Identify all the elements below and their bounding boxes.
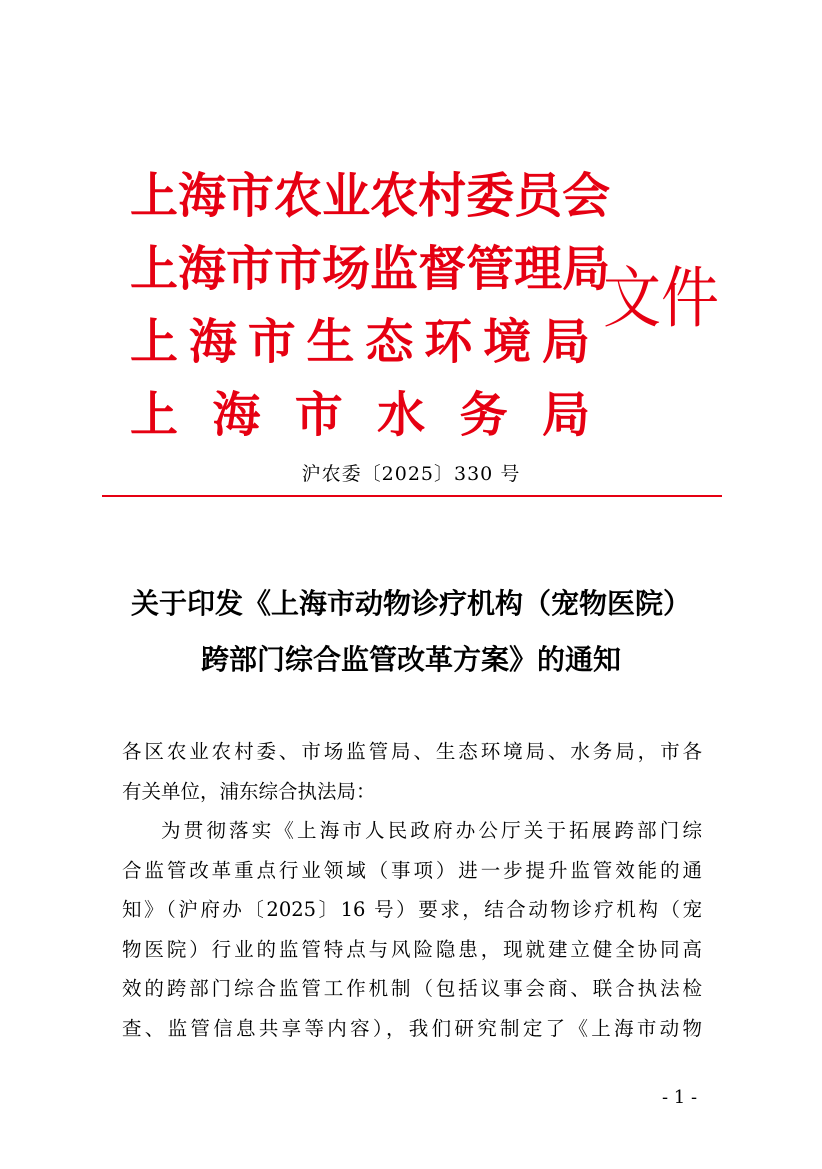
issuer-ecology-environment [130,306,590,379]
document-title-line-2: 跨部门综合监管改革方案》的通知 [200,643,621,676]
issuer-char: 农 [370,168,419,224]
issuer-char: 环 [424,314,473,370]
issuing-agencies [130,160,611,452]
document-body [122,732,702,1048]
issuer-char: 上 [130,241,179,297]
body-line: 知》（沪府办〔2025〕16 号）要求，结合动物诊疗机构（宠 [122,898,702,921]
page-number: - 1 - [662,1087,698,1108]
issuer-char: 管 [466,241,515,297]
issuer-char: 市 [274,241,323,297]
issuer-market-regulation [130,233,611,306]
body-line: 有关单位，浦东综合执法局： [122,779,376,803]
issuer-char: 委 [466,168,515,224]
issuer-char: 海 [188,314,237,370]
issuer-char: 市 [294,387,343,443]
body-line: 效的跨部门综合监管工作机制（包括议事会商、联合执法检 [122,977,702,1000]
issuer-char: 监 [370,241,419,297]
issuer-char: 生 [306,314,355,370]
issuer-agriculture-committee [130,160,611,233]
body-line: 查、监管信息共享等内容），我们研究制定了《上海市动物 [122,1016,702,1040]
issuer-water-affairs [130,379,590,452]
issuer-char: 局 [541,314,590,370]
issuer-char: 水 [377,387,426,443]
body-line: 各区农业农村委、市场监管局、生态环境局、水务局，市各 [122,740,702,763]
header-divider [102,495,722,497]
issuer-char: 上 [130,314,179,370]
issuer-char: 市 [226,168,275,224]
body-line: 合监管改革重点行业领域（事项）进一步提升监管效能的通 [122,858,702,882]
issuer-char: 市 [226,241,275,297]
issuer-char: 海 [212,387,261,443]
body-line: 物医院）行业的监管特点与风险隐患，现就建立健全协同高 [122,937,702,961]
issuer-char: 海 [178,168,227,224]
issuer-char: 海 [178,241,227,297]
issuer-char: 上 [130,387,179,443]
issuer-char: 村 [418,168,467,224]
issuer-char: 市 [247,314,296,370]
issuer-char: 场 [322,241,371,297]
issuer-char: 员 [514,168,563,224]
issuer-char: 业 [322,168,371,224]
issuer-char: 境 [483,314,532,370]
issuer-char: 局 [541,387,590,443]
document-title-line-1: 关于印发《上海市动物诊疗机构（宠物医院） [130,587,691,620]
issuer-char: 督 [418,241,467,297]
issuer-char: 理 [514,241,563,297]
document-number: 沪农委〔2025〕330 号 [301,463,521,485]
issuer-char: 务 [459,387,508,443]
document-suffix: 文件 [603,258,720,338]
body-line: 为贯彻落实《上海市人民政府办公厅关于拓展跨部门综 [161,819,702,842]
issuer-char: 上 [130,168,179,224]
issuer-char: 态 [365,314,414,370]
issuer-char: 农 [274,168,323,224]
issuer-char: 局 [562,241,611,297]
issuer-char: 会 [562,168,611,224]
